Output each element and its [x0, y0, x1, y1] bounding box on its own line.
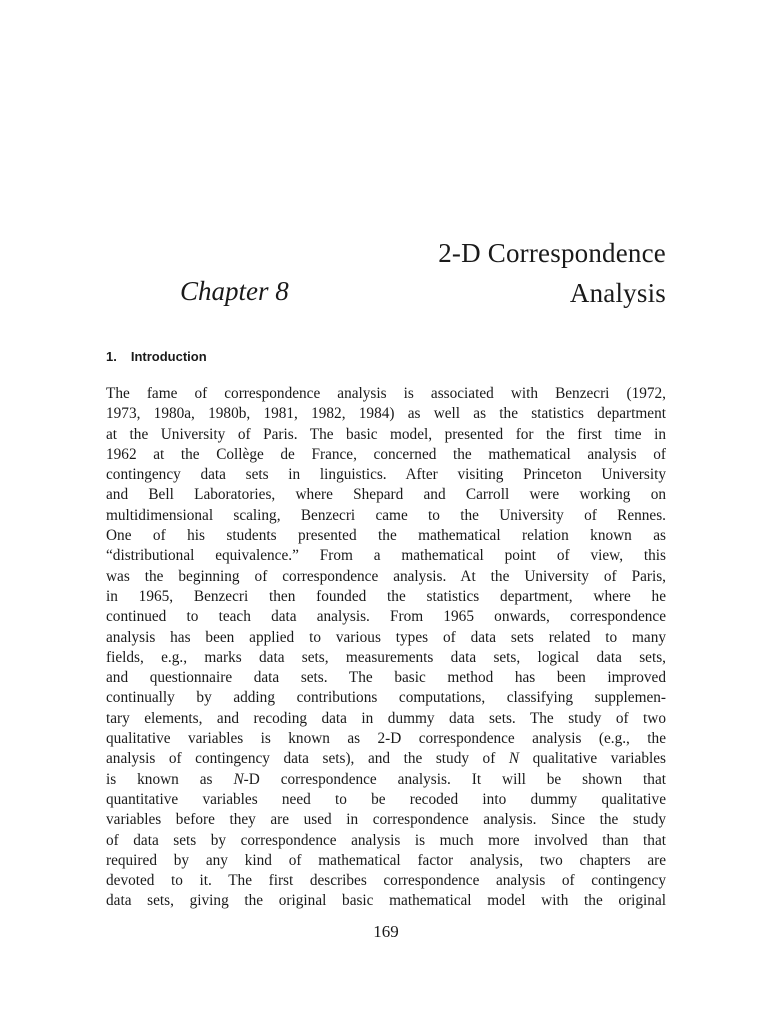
paragraph-line: continued to teach data analysis. From 1965 onwards, correspondence: [106, 608, 666, 626]
paragraph-line: qualitative variables is known as 2-D correspondence analysis (e.g., the: [106, 730, 666, 748]
paragraph-line: One of his students presented the mathematical relation known as: [106, 527, 666, 545]
paragraph-line: tary elements, and recoding data in dummy data sets. The study of two: [106, 709, 666, 727]
body-paragraph: [106, 384, 666, 912]
paragraph-line: The fame of correspondence analysis is associated with Benzecri (1972,: [106, 385, 666, 402]
paragraph-line: is known as N-D correspondence analysis. It will be shown that: [106, 770, 666, 788]
paragraph-line: continually by adding contributions computations, classifying supplemen-: [106, 689, 666, 707]
paragraph-line: and questionnaire data sets. The basic method has been improved: [106, 669, 666, 687]
paragraph-line: at the University of Paris. The basic model, presented for the first time in: [106, 425, 666, 443]
paragraph-line: devoted to it. The first describes correspondence analysis of contingency: [106, 872, 666, 890]
paragraph-line: contingency data sets in linguistics. After visiting Princeton University: [106, 466, 666, 484]
paragraph-line: required by any kind of mathematical factor analysis, two chapters are: [106, 851, 666, 869]
section-title: Introduction: [130, 349, 207, 364]
paragraph-line: analysis of contingency data sets), and the study of N qualitative variables: [106, 750, 666, 768]
paragraph-line: 1962 at the Collège de France, concerned the mathematical analysis of: [106, 445, 666, 463]
paragraph-line: 1973, 1980a, 1980b, 1981, 1982, 1984) as well as the statistics department: [106, 405, 666, 423]
paragraph-line: in 1965, Benzecri then founded the statistics department, where he: [106, 587, 666, 605]
paragraph-line: data sets, giving the original basic mathematical model with the original: [106, 892, 666, 910]
paragraph-line: variables before they are used in correspondence analysis. Since the study: [106, 811, 666, 829]
page-number: 169: [373, 922, 399, 941]
chapter-label: Chapter 8: [180, 276, 289, 306]
chapter-title-line-2: Analysis: [569, 278, 666, 308]
paragraph-line: analysis has been applied to various types of data sets related to many: [106, 628, 666, 646]
chapter-title-block: [0, 0, 768, 320]
paragraph-line: “distributional equivalence.” From a mathematical point of view, this: [106, 547, 666, 565]
paragraph-line: and Bell Laboratories, where Shepard and Carroll were working on: [106, 486, 666, 504]
paragraph-line: fields, e.g., marks data sets, measurements data sets, logical data sets,: [106, 648, 666, 666]
paragraph-line: quantitative variables need to be recoded into dummy qualitative: [106, 790, 666, 808]
section-number: 1.: [106, 349, 117, 364]
paragraph-line: was the beginning of correspondence analysis. At the University of Paris,: [106, 567, 666, 585]
chapter-title-line-1: 2-D Correspondence: [438, 238, 666, 268]
section-heading: [106, 348, 207, 366]
paragraph-line: multidimensional scaling, Benzecri came to the University of Rennes.: [106, 506, 666, 524]
paragraph-line: of data sets by correspondence analysis is much more involved than that: [106, 831, 666, 849]
